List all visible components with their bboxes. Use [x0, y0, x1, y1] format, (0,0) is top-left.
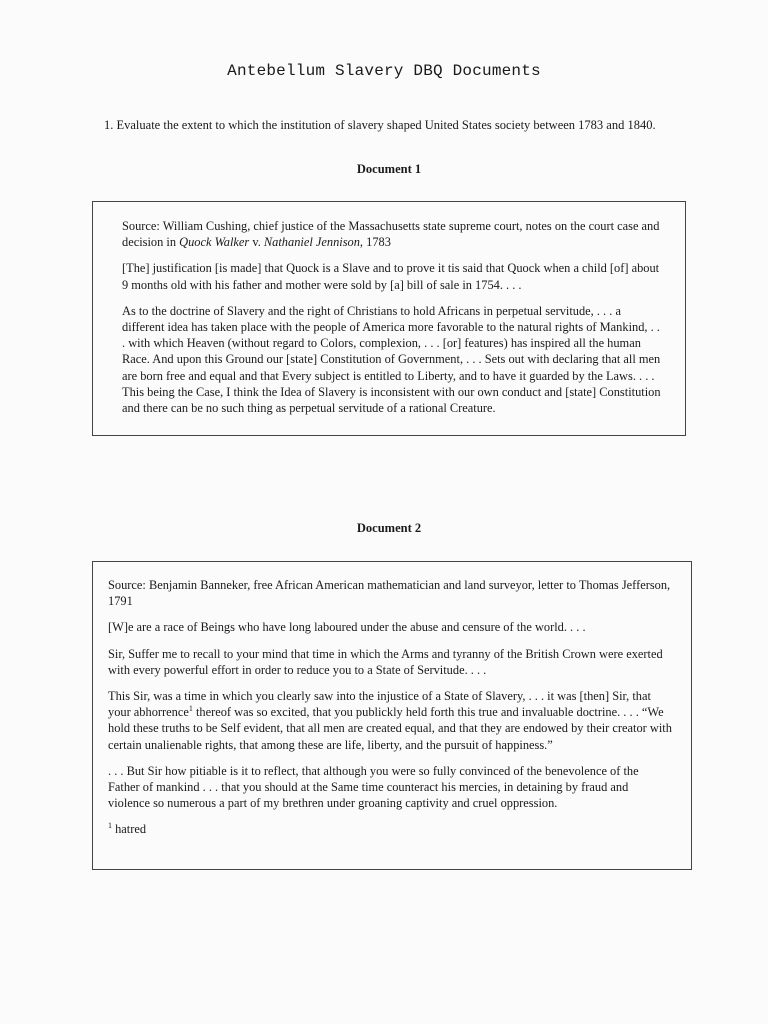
question: [104, 118, 704, 133]
footnote-marker: 1: [188, 704, 193, 714]
document-1-box: [92, 201, 686, 436]
footnote-number: 1: [108, 821, 112, 831]
page-title: Antebellum Slavery DBQ Documents: [227, 62, 541, 80]
document-1-paragraph: [The] justification [is made] that Quock is a Slave and to prove it tis said that Quock when a child [of] about 9 months old with his father and mother were sold by [a] bill of sale in 1754. . . .: [122, 261, 660, 292]
document-2-paragraph: This Sir, was a time in which you clearly saw into the injustice of a State of Slavery, . . . it was [then] Sir, that your abhorrence$^1$ thereof was so excited, that you publickly held forth this true and invaluable doctrine. . . . “We hold these truths to be Self evident, that all men are created equal, and that they are endowed by their creator with certain unalienable rights, that among these are life, liberty, and the pursuit of happiness.”: [108, 689, 672, 752]
document-1-heading: Document 1: [356, 162, 422, 176]
document-2-box: [92, 561, 692, 870]
footnote-text: hatred: [115, 822, 147, 837]
document-1-paragraph: As to the doctrine of Slavery and the right of Christians to hold Africans in perpetual servitude, . . . a different idea has taken place with the people of America more favorable to the natural rights of Mankind, . . . with which Heaven (without regard to Colors, complexion, . . . [or] features) has inspired all the human Race. And upon this Ground our [state] Constitution of Government, . . . Sets out with declaring that all men are born free and equal and that Every subject is entitled to Liberty, and to have it guarded by the Laws. . . . This being the Case, I think the Idea of Slavery is inconsistent with our own conduct and [state] Constitution and there can be no such thing as perpetual servitude of a rational Creature.: [122, 303, 661, 416]
document-2-source: Source: Benjamin Banneker, free African American mathematician and land surveyor, letter to Thomas Jefferson, 1791: [108, 578, 671, 609]
document-2-paragraph: . . . But Sir how pitiable is it to reflect, that although you were so fully convinced of the benevolence of the Father of mankind . . . that you should at the Same time counteract his mercies, in detaining by fraud and violence so numerous a part of my brethren under groaning captivity and cruel oppression.: [108, 763, 639, 811]
document-2-paragraph: [W]e are a race of Beings who have long laboured under the abuse and censure of the world. . . .: [108, 620, 586, 635]
case-defendant: Nathaniel Jennison: [263, 235, 360, 250]
case-plaintiff: Quock Walker: [179, 235, 250, 250]
document-1-source: Source: William Cushing, chief justice of the Massachusetts state supreme court, notes on the court case and decision in Quock Walker v. Nathaniel Jennison, 1783: [122, 219, 660, 250]
footnote: [108, 821, 673, 837]
question-number: 1.: [104, 118, 114, 132]
document-2-heading: Document 2: [356, 521, 422, 535]
question-text: Evaluate the extent to which the institution of slavery shaped United States society between 1783 and 1840.: [116, 118, 656, 132]
document-2-paragraph: Sir, Suffer me to recall to your mind that time in which the Arms and tyranny of the British Crown were exerted with every powerful effort in order to reduce you to a State of Servitude. . . .: [108, 646, 663, 677]
